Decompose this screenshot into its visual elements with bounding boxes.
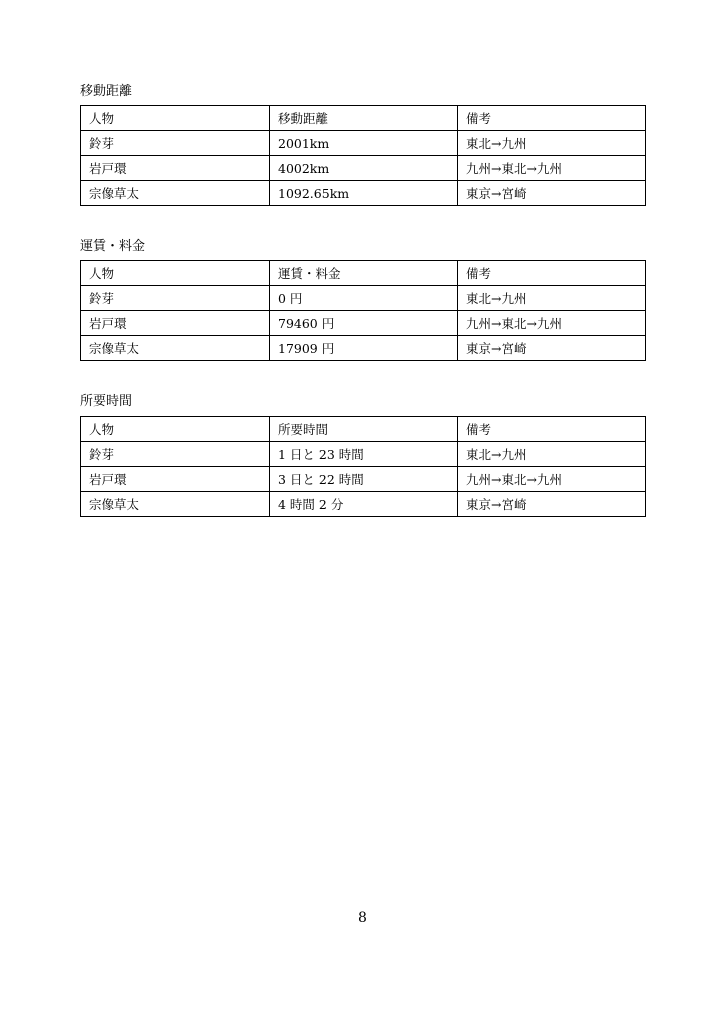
header-cell-duration: 所要時間 [270,417,458,442]
cell-remarks: 東北→九州 [458,442,646,467]
cell-person: 岩戸環 [81,467,270,492]
cell-remarks: 東北→九州 [458,131,646,156]
cell-person: 鈴芽 [81,442,270,467]
cell-duration: 4 時間 2 分 [270,492,458,517]
cell-remarks: 東北→九州 [458,286,646,311]
page-number: 8 [358,910,367,926]
cell-duration: 1 日と 23 時間 [270,442,458,467]
header-cell-remarks: 備考 [458,106,646,131]
cell-remarks: 九州→東北→九州 [458,467,646,492]
table-row [81,311,646,336]
cell-person: 鈴芽 [81,286,270,311]
table-row [81,286,646,311]
cell-person: 鈴芽 [81,131,270,156]
cell-fare: 17909 円 [270,336,458,361]
cell-remarks: 東京→宮崎 [458,181,646,206]
cell-remarks: 東京→宮崎 [458,492,646,517]
cell-duration: 3 日と 22 時間 [270,467,458,492]
table-row [81,156,646,181]
header-cell-person: 人物 [81,417,270,442]
table-row [81,492,646,517]
table-row [81,442,646,467]
section-title-duration: 所要時間 [80,394,133,409]
table-row [81,181,646,206]
cell-person: 岩戸環 [81,311,270,336]
table-header-row [81,261,646,286]
cell-person: 宗像草太 [81,181,270,206]
header-cell-fare: 運賃・料金 [270,261,458,286]
table-row [81,467,646,492]
distance-table [80,105,646,206]
cell-distance: 4002km [270,156,458,181]
duration-table [80,416,646,517]
header-cell-person: 人物 [81,261,270,286]
table-header-row [81,417,646,442]
table-header-row [81,106,646,131]
cell-distance: 1092.65km [270,181,458,206]
cell-person: 宗像草太 [81,336,270,361]
section-title-distance: 移動距離 [80,84,133,99]
fare-table [80,260,646,361]
cell-person: 岩戸環 [81,156,270,181]
cell-remarks: 九州→東北→九州 [458,311,646,336]
cell-fare: 0 円 [270,286,458,311]
table-row [81,131,646,156]
table-row [81,336,646,361]
cell-remarks: 東京→宮崎 [458,336,646,361]
header-cell-remarks: 備考 [458,417,646,442]
header-cell-remarks: 備考 [458,261,646,286]
cell-fare: 79460 円 [270,311,458,336]
section-title-fare: 運賃・料金 [80,239,146,254]
header-cell-distance: 移動距離 [270,106,458,131]
cell-person: 宗像草太 [81,492,270,517]
header-cell-person: 人物 [81,106,270,131]
cell-distance: 2001km [270,131,458,156]
cell-remarks: 九州→東北→九州 [458,156,646,181]
